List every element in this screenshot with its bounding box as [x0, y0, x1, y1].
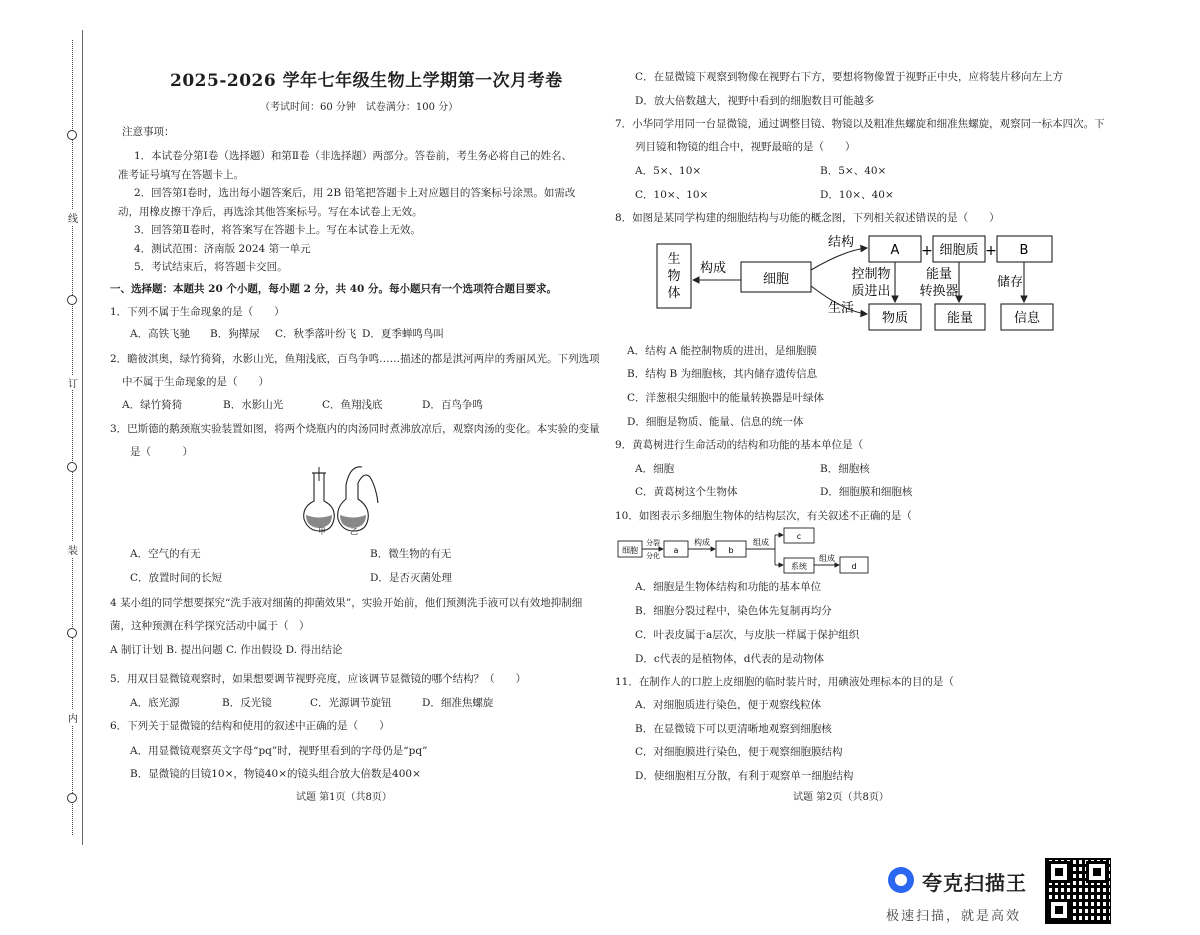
cm-energy-1: 能量 — [925, 267, 953, 282]
flask-label-yi: 乙 — [350, 527, 358, 536]
binding-hole — [67, 628, 77, 638]
exam-title: 2025-2026 学年七年级生物上学期第一次月考卷 — [170, 71, 563, 91]
flask-label-jia: 甲 — [318, 527, 326, 536]
cm-cytoplasm: 细胞质 — [939, 243, 979, 258]
q10-option-b: B．细胞分裂过程中，染色体先复制再均分 — [635, 605, 832, 617]
left-page — [110, 0, 600, 935]
q8-option-c: C．洋葱根尖细胞中的能量转换器是叶绿体 — [627, 392, 825, 404]
side-char-xian: 线 — [66, 210, 80, 225]
cm-box-b: B — [1019, 243, 1029, 258]
note-line: 5．考试结束后，将答题卡交回。 — [134, 261, 288, 273]
page-footer-2: 试题 第2页（共8页） — [793, 792, 889, 803]
lv-compose-2: 组成 — [753, 538, 769, 547]
binding-margin — [58, 30, 84, 845]
q9-option-b: B．细胞核 — [820, 463, 870, 475]
structure-levels-diagram — [617, 525, 872, 577]
q9-option-a: A．细胞 — [635, 463, 675, 475]
q10-option-d: D．c代表的是植物体，d代表的是动物体 — [635, 653, 825, 665]
q2-stem-cont: 中不属于生命现象的是（ ） — [122, 376, 269, 388]
q8-option-d: D．细胞是物质、能量、信息的统一体 — [627, 416, 804, 428]
q11-option-d: D．使细胞相互分散，有利于观察单一细胞结构 — [635, 770, 854, 782]
q7-option-a: A．5×、10× — [635, 165, 702, 177]
lv-compose-1: 构成 — [694, 538, 710, 547]
cm-life: 生活 — [827, 301, 855, 316]
q3-stem-cont: 是（ ） — [130, 446, 193, 458]
cm-info: 信息 — [1013, 311, 1041, 326]
watermark-title: 夸克扫描王 — [922, 871, 1027, 895]
q2-option-b: B．水影山光 — [223, 399, 284, 411]
q2-option-d: D．百鸟争鸣 — [422, 399, 483, 411]
q1-option-b: B．狗撵尿 — [210, 328, 260, 340]
svg-text:+: + — [921, 243, 933, 259]
q10-stem: 10．如图表示多细胞生物体的结构层次，有关叙述不正确的是（ — [615, 510, 912, 522]
q1-stem: 1．下列不属于生命现象的是（ ） — [110, 306, 285, 318]
q7-option-b: B．5×、40× — [820, 165, 887, 177]
q4-stem: 4 某小组的同学想要探究“洗手液对细菌的抑菌效果”，实验开始前，他们预测洗手液可以有效地抑制细 — [110, 597, 583, 609]
q5-stem: 5．用双目显微镜观察时，如果想要调节视野亮度，应该调节显微镜的哪个结构？（ ） — [110, 673, 527, 685]
side-char-nei: 内 — [66, 710, 80, 725]
notes-heading: 注意事项： — [122, 126, 175, 138]
cm-control-1: 控制物 — [851, 267, 891, 282]
cm-cell: 细胞 — [762, 272, 790, 287]
q2-option-a: A．绿竹猗猗 — [122, 399, 183, 411]
watermark-subtitle: 极速扫描，就是高效 — [886, 909, 1022, 924]
note-line: 2．回答第Ⅰ卷时，选出每小题答案后，用 2B 铅笔把答题卡上对应题目的答案标号涂黑。如需改 — [134, 187, 576, 199]
lv-cell: 细胞 — [622, 546, 638, 555]
exam-subtitle: （考试时间：60 分钟 试卷满分：100 分） — [260, 102, 459, 113]
q8-option-a: A．结构 A 能控制物质的进出，是细胞膜 — [627, 345, 817, 357]
binding-hole — [67, 295, 77, 305]
right-page — [615, 0, 1105, 935]
q6-option-c: C．在显微镜下观察到物像在视野右下方，要想将物像置于视野正中央，应将装片移向左上方 — [635, 71, 1064, 83]
q8-stem: 8．如图是某同学构建的细胞结构与功能的概念图，下列相关叙述错误的是（ ） — [615, 212, 1000, 224]
q1-option-d: D．夏季蝉鸣鸟叫 — [362, 328, 444, 340]
q7-stem: 7．小华同学用同一台显微镜，通过调整目镜、物镜以及粗准焦螺旋和细准焦螺旋，观察同一标本四次。下 — [615, 118, 1105, 130]
lv-b: b — [728, 546, 734, 555]
cm-organism-2: 物 — [667, 269, 681, 284]
q11-option-c: C．对细胞膜进行染色，便于观察细胞膜结构 — [635, 746, 843, 758]
q8-option-b: B．结构 B 为细胞核，其内储存遗传信息 — [627, 368, 818, 380]
cm-box-a: A — [890, 243, 900, 258]
side-char-zhuang: 装 — [66, 542, 80, 557]
q3-option-c: C．放置时间的长短 — [130, 572, 223, 584]
note-line: 准考证号填写在答题卡上。 — [118, 169, 244, 181]
q3-option-b: B．微生物的有无 — [370, 548, 452, 560]
q7-stem-cont: 列目镜和物镜的组合中，视野最暗的是（ ） — [635, 141, 856, 153]
q1-option-a: A．高铁飞驰 — [130, 328, 191, 340]
q5-option-d: D．细准焦螺旋 — [422, 697, 494, 709]
q11-option-b: B．在显微镜下可以更清晰地观察到细胞核 — [635, 723, 832, 735]
cm-structure: 结构 — [827, 235, 855, 250]
svg-text:+: + — [985, 243, 997, 259]
binding-hole — [67, 462, 77, 472]
cm-control-2: 质进出 — [851, 284, 891, 299]
q10-option-a: A．细胞是生物体结构和功能的基本单位 — [635, 581, 822, 593]
q10-option-c: C．叶表皮属于a层次，与皮肤一样属于保护组织 — [635, 629, 860, 641]
q3-option-d: D．是否灭菌处理 — [370, 572, 452, 584]
side-char-ding: 订 — [66, 375, 80, 390]
q2-stem: 2．瞻彼淇奥，绿竹猗猗，水影山光，鱼翔浅底，百鸟争鸣……描述的都是淇河两岸的秀丽风光。下列选项 — [110, 353, 600, 365]
q2-option-c: C．鱼翔浅底 — [322, 399, 383, 411]
cm-organism-3: 体 — [667, 286, 681, 301]
q6-option-a: A．用显微镜观察英文字母“pq”时，视野里看到的字母仍是“pq” — [130, 745, 428, 757]
cm-matter: 物质 — [881, 311, 909, 326]
q6-stem: 6．下列关于显微镜的结构和使用的叙述中正确的是（ ） — [110, 720, 390, 732]
cm-organism-1: 生 — [667, 252, 681, 267]
note-line: 4．测试范围：济南版 2024 第一单元 — [134, 243, 311, 255]
q5-option-b: B．反光镜 — [222, 697, 272, 709]
page-footer-1: 试题 第1页（共8页） — [296, 792, 392, 803]
q6-option-b: B．显微镜的目镜10×，物镜40×的镜头组合放大倍数是400× — [130, 768, 421, 780]
q3-stem: 3．巴斯德的鹅颈瓶实验装置如图，将两个烧瓶内的肉汤同时煮沸放凉后，观察肉汤的变化。本实验的变量 — [110, 423, 600, 435]
swan-neck-flask-figure — [300, 463, 380, 543]
q11-option-a: A．对细胞质进行染色，便于观察线粒体 — [635, 699, 822, 711]
q1-option-c: C．秋季落叶纷飞 — [275, 328, 357, 340]
cm-energy: 能量 — [946, 311, 974, 326]
cm-compose: 构成 — [699, 261, 727, 276]
binding-hole — [67, 130, 77, 140]
lv-compose-3: 组成 — [819, 554, 835, 563]
cell-concept-map — [655, 230, 1075, 335]
q7-option-d: D．10×、40× — [820, 189, 894, 201]
lv-system: 系统 — [791, 562, 807, 571]
margin-rule — [82, 30, 83, 845]
q9-option-c: C．黄葛树这个生物体 — [635, 486, 738, 498]
q9-stem: 9．黄葛树进行生命活动的结构和功能的基本单位是（ — [615, 439, 864, 451]
note-line: 3．回答第Ⅱ卷时，将答案写在答题卡上。写在本试卷上无效。 — [134, 224, 421, 236]
q11-stem: 11．在制作人的口腔上皮细胞的临时装片时，用碘液处理标本的目的是（ — [615, 676, 954, 688]
q6-option-d: D．放大倍数越大，视野中看到的细胞数目可能越多 — [635, 95, 875, 107]
lv-c: c — [796, 532, 802, 541]
q3-option-a: A．空气的有无 — [130, 548, 201, 560]
note-line: 1．本试卷分第Ⅰ卷（选择题）和第Ⅱ卷（非选择题）两部分。答卷前，考生务必将自己的姓名、 — [134, 150, 572, 162]
lv-d: d — [851, 562, 857, 571]
q4-options: A 制订计划 B. 提出问题 C. 作出假设 D. 得出结论 — [110, 644, 343, 656]
q4-stem-cont: 菌，这种预测在科学探究活动中属于（ ） — [110, 620, 310, 632]
note-line: 动，用橡皮擦干净后，再选涂其他答案标号。写在本试卷上无效。 — [118, 206, 423, 218]
cm-storage: 储存 — [996, 275, 1024, 290]
qr-code-icon — [1045, 858, 1111, 924]
lv-divide: 分裂 — [646, 539, 660, 547]
q5-option-a: A．底光源 — [130, 697, 180, 709]
lv-differentiate: 分化 — [646, 552, 660, 560]
q7-option-c: C．10×、10× — [635, 189, 709, 201]
binding-hole — [67, 793, 77, 803]
q5-option-c: C．光源调节旋钮 — [310, 697, 392, 709]
lv-a: a — [673, 546, 679, 555]
q9-option-d: D．细胞膜和细胞核 — [820, 486, 913, 498]
section-heading: 一、选择题：本题共 20 个小题，每小题 2 分，共 40 分。每小题只有一个选项符合题目要求。 — [110, 283, 557, 295]
cm-energy-2: 转换器 — [919, 284, 959, 299]
quark-logo-icon — [888, 867, 914, 893]
